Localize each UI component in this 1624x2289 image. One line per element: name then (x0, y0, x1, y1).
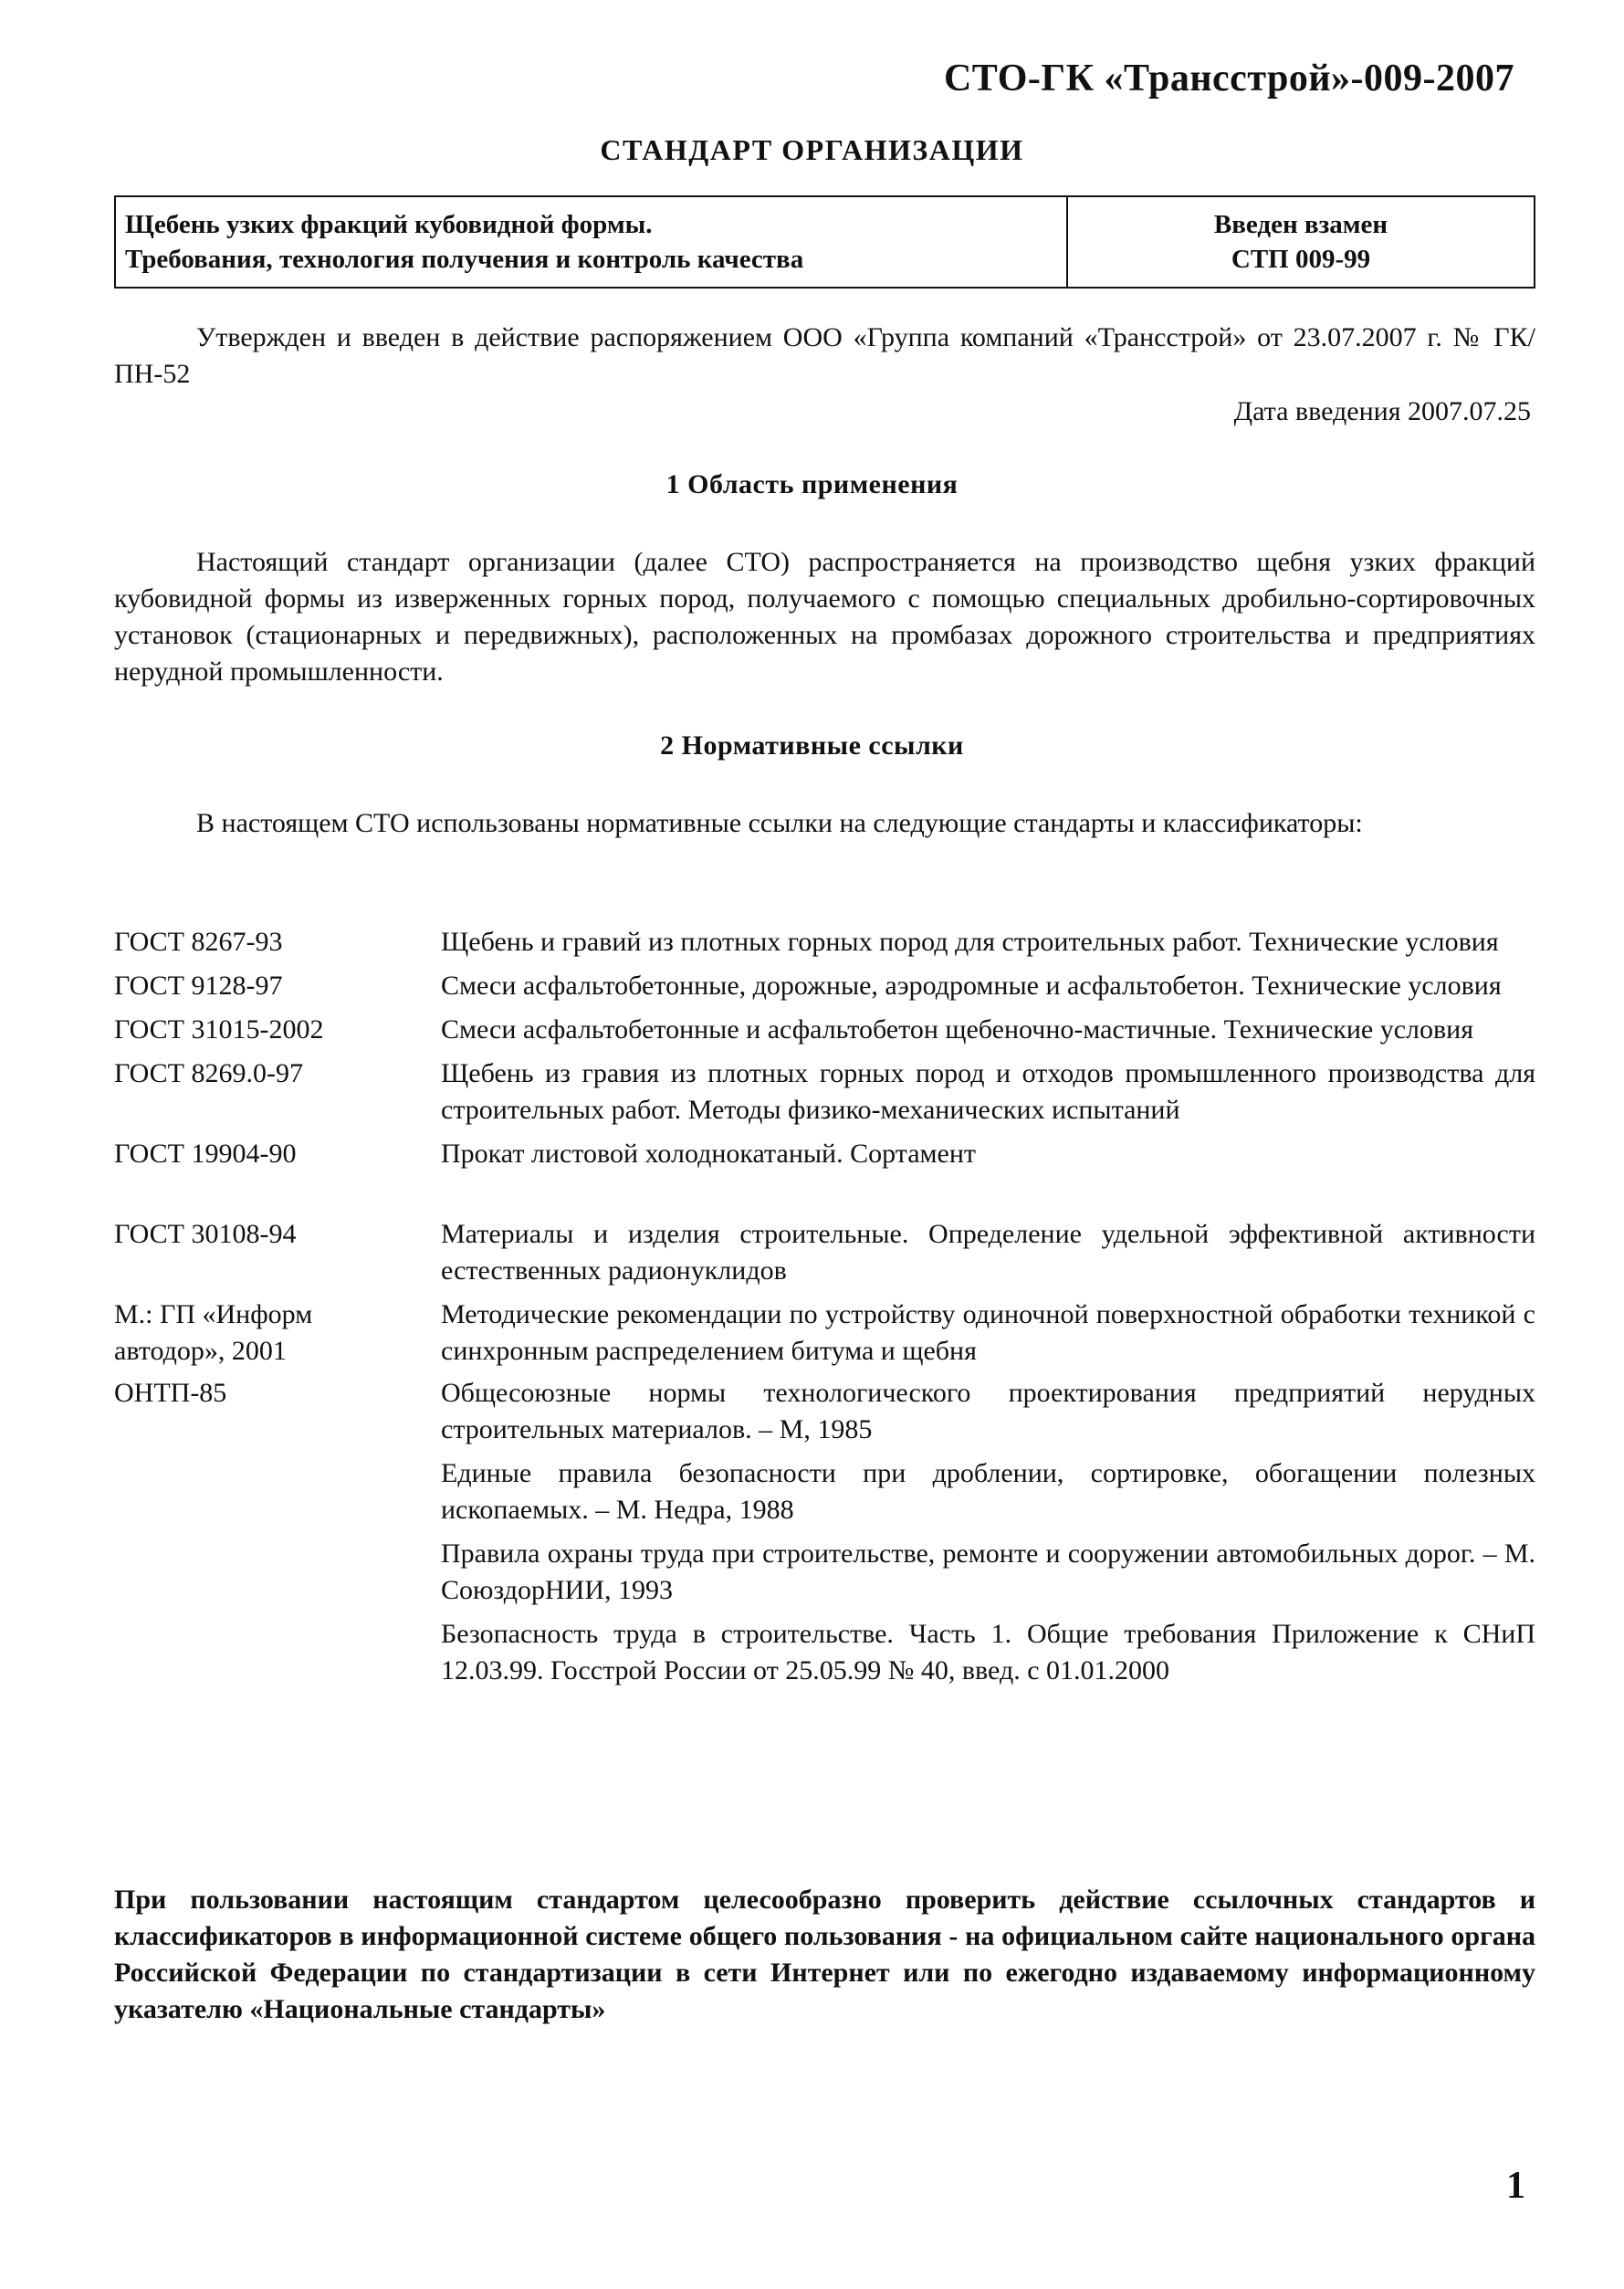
reference-description: Щебень из гравия из плотных горных пород и отходов промышленного производства для строительных работ. Методы физико-механических испытаний (441, 1058, 1535, 1125)
subject-cell (115, 196, 1067, 288)
reference-item (114, 1012, 1535, 1048)
reference-item (114, 1375, 1535, 1448)
standard-title: СТАНДАРТ ОРГАНИЗАЦИИ (600, 133, 1024, 166)
reference-item (114, 924, 1535, 961)
reference-description: Щебень и гравий из плотных горных пород для строительных работ. Технические условия (441, 927, 1499, 957)
usage-note: При пользовании настоящим стандартом целесообразно проверить действие ссылочных стандартов и классификаторов в информационной системе общего пользования - на официальном сайте национального органа Российской Федерации по стандартизации в сети Интернет или по ежегодно издаваемому информационному указателю «Национальные стандарты» (114, 1885, 1535, 2024)
reference-code: ГОСТ 9128-97 (114, 971, 283, 1001)
reference-description: Методические рекомендации по устройству одиночной поверхностной обработки техникой с синхронным распределением битума и щебня (441, 1299, 1535, 1366)
reference-code: ГОСТ 8267-93 (114, 927, 283, 957)
reference-item (114, 1055, 1535, 1129)
reference-item (114, 1455, 1535, 1528)
introduction-date: Дата введения 2007.07.25 (1233, 396, 1531, 426)
reference-code: ГОСТ 30108-94 (114, 1219, 297, 1249)
reference-code (114, 1616, 441, 1689)
reference-description: Смеси асфальтобетонные, дорожные, аэродромные и асфальтобетон. Технические условия (441, 971, 1502, 1001)
replaces-cell (1067, 196, 1535, 288)
reference-item (114, 968, 1535, 1004)
section-1-text: Настоящий стандарт организации (далее СТО) распространяется на производство щебня узких фракций кубовидной формы из изверженных горных пород, получаемого с помощью специальных дробильно-сортировочных установок (стационарных и передвижных), расположенных на промбазах дорожного строительства и предприятиях нерудной промышленности. (114, 547, 1535, 687)
reference-code: М.: ГП «Информ автодор», 2001 (114, 1299, 313, 1366)
reference-description: Правила охраны труда при строительстве, ремонте и сооружении автомобильных дорог. – М. СоюздорНИИ, 1993 (441, 1538, 1535, 1605)
reference-description: Смеси асфальтобетонные и асфальтобетон щебеночно-мастичные. Технические условия (441, 1014, 1474, 1045)
references-list (114, 924, 1535, 1689)
section-1-heading: 1 Область применения (665, 469, 959, 499)
approval-text: Утвержден и введен в действие распоряжением ООО «Группа компаний «Трансстрой» от 23.07.2007 г. № ГК/ПН-52 (114, 322, 1535, 389)
reference-item (114, 1136, 1535, 1172)
reference-description: Прокат листовой холоднокатаный. Сортамент (441, 1139, 976, 1169)
reference-item (114, 1216, 1535, 1289)
subject-line-1: Щебень узких фракций кубовидной формы. (125, 210, 653, 239)
reference-item (114, 1616, 1535, 1689)
reference-code: ГОСТ 19904-90 (114, 1139, 297, 1169)
subject-line-2: Требования, технология получения и контроль качества (125, 245, 804, 274)
reference-code (114, 1455, 441, 1528)
reference-item (114, 1297, 1535, 1370)
replaces-line-1: Введен взамен (1213, 210, 1388, 239)
replaces-line-2: СТП 009-99 (1231, 245, 1371, 274)
reference-code: ГОСТ 31015-2002 (114, 1014, 324, 1045)
header-table (114, 195, 1535, 289)
section-2-intro: В настоящем СТО использованы нормативные ссылки на следующие стандарты и классификаторы: (196, 808, 1363, 838)
document-code: СТО-ГК «Трансстрой»-009-2007 (943, 58, 1514, 100)
reference-code: ОНТП-85 (114, 1378, 227, 1408)
reference-description: Общесоюзные нормы технологического проектирования предприятий нерудных строительных материалов. – М, 1985 (441, 1378, 1535, 1444)
reference-description: Единые правила безопасности при дроблении, сортировке, обогащении полезных ископаемых. – М. Недра, 1988 (441, 1458, 1535, 1525)
reference-code (114, 1536, 441, 1609)
reference-description: Безопасность труда в строительстве. Часть 1. Общие требования Приложение к СНиП 12.03.99. Госстрой России от 25.05.99 № 40, введ. с 01.01.2000 (441, 1619, 1535, 1685)
page-number: 1 (1506, 2165, 1525, 2207)
reference-code: ГОСТ 8269.0-97 (114, 1058, 303, 1088)
reference-item (114, 1536, 1535, 1609)
reference-description: Материалы и изделия строительные. Определение удельной эффективной активности естественных радионуклидов (441, 1219, 1535, 1286)
section-2-heading: 2 Нормативные ссылки (660, 730, 964, 761)
